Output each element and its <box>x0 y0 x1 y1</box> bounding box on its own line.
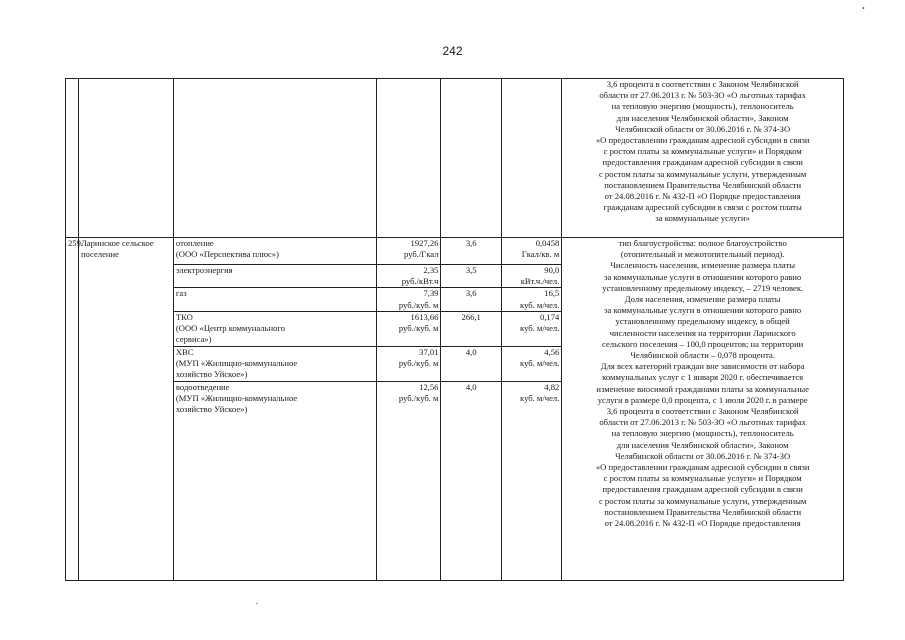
text-line: электроэнергия <box>175 265 233 275</box>
text-line: коммунальных услуг с 1 января 2020 г. обеспечивается <box>602 372 804 383</box>
text-line: гражданам адресной субсидии в связи с ростом платы <box>603 202 802 213</box>
cell-description <box>562 238 844 581</box>
text-line: хозяйство Уйское») <box>175 404 248 415</box>
text-line: кВт.ч./чел. <box>520 276 560 287</box>
text-line: 0,0458 <box>535 238 560 248</box>
text-line: предоставления гражданам адресной субсидии в связи <box>602 157 803 168</box>
continuation-row <box>66 79 844 238</box>
text-line: хозяйство Уйское») <box>175 369 248 380</box>
text-line: отопление <box>175 238 214 248</box>
text-line: с ростом платы за коммунальные услуги, утвержденным <box>598 495 807 506</box>
text-line: 4,82 <box>544 381 560 392</box>
page-number: 242 <box>442 44 463 58</box>
utility-service <box>173 346 376 381</box>
text-line: от 24.08.2016 г. № 432-П «О Порядке предоставления <box>604 518 801 529</box>
cell-norm <box>501 79 561 238</box>
text-line: (ООО «Центр коммунального <box>175 323 285 334</box>
text-line: Для всех категорий граждан вне зависимости от набора <box>600 361 805 372</box>
utility-norm <box>501 265 561 288</box>
text-line: постановлением Правительства Челябинской области <box>604 506 802 517</box>
text-line: Челябинской области от 30.06.2016 г. № 374-ЗО <box>615 123 791 134</box>
text-line: куб. м/чел. <box>520 323 560 334</box>
text-line: услуги в размере 0,0 процента, с 1 июля 2020 г. в размере <box>597 394 808 405</box>
text-line: установленному предельному индексу, в общей <box>615 316 790 327</box>
utility-index: 266,1 <box>441 311 501 346</box>
text-line: установленному предельному индексу, – 2719 человек. <box>602 282 804 293</box>
utility-row <box>66 238 844 265</box>
text-line: 1613,66 <box>410 311 439 322</box>
cell-tariff <box>376 79 441 238</box>
text-line: руб./куб. м <box>398 358 439 369</box>
text-line: 3,6 процента в соответствии с Законом Челябинской <box>606 406 799 417</box>
text-line: 7,39 <box>423 288 439 299</box>
text-line: ХВС <box>175 346 194 357</box>
text-line: 2,35 <box>423 265 439 275</box>
utility-tariff <box>376 346 441 381</box>
text-line: тип благоустройства: полное благоустройство <box>618 238 787 248</box>
text-line: Гкал/кв. м <box>521 249 560 260</box>
text-line: (МУП «Жилищно-коммунальное <box>175 393 298 404</box>
text-line: 0,174 <box>539 311 560 322</box>
text-line: куб. м/чел. <box>520 299 560 310</box>
text-line: от 24.08.2016 г. № 432-П «О Порядке предоставления <box>604 191 801 202</box>
text-line: за коммунальные услуги» <box>655 213 750 224</box>
utility-index: 4,0 <box>441 381 501 580</box>
text-line: руб./кВт.ч <box>401 276 439 287</box>
utility-norm <box>501 238 561 265</box>
utility-service <box>173 265 376 288</box>
text-line: с ростом платы за коммунальные услуги, утвержденным <box>598 168 807 179</box>
utility-index: 3,6 <box>441 238 501 265</box>
text-line: для населения Челябинской области», Законом <box>616 112 789 123</box>
utility-tariff <box>376 381 441 580</box>
text-line: с ростом платы за коммунальные услуги» и Порядком <box>603 473 802 484</box>
text-line: (отопительный и межотопительный период). <box>620 249 785 260</box>
text-line: «О предоставлении гражданам адресной субсидии в связи <box>595 462 810 473</box>
text-line: руб./Гкал <box>404 249 439 260</box>
text-line: 37,01 <box>419 346 439 357</box>
text-line: области от 27.06.2013 г. № 503-ЗО «О льготных тарифах <box>599 90 806 101</box>
corner-mark: • <box>862 4 865 13</box>
utility-tariff <box>376 288 441 311</box>
text-line: изменение вносимой гражданами платы за коммунальные <box>596 383 809 394</box>
text-line: предоставления гражданам адресной субсидии в связи <box>602 484 803 495</box>
text-line: газ <box>175 288 187 299</box>
text-line: Челябинской области от 30.06.2016 г. № 374-ЗО <box>615 450 791 461</box>
utility-service <box>173 288 376 311</box>
text-line: (ООО «Перспектива плюс») <box>175 249 279 260</box>
text-line: для населения Челябинской области», Законом <box>616 439 789 450</box>
text-line: 12,56 <box>419 381 439 392</box>
text-line: куб. м/чел. <box>520 393 560 404</box>
text-line: постановлением Правительства Челябинской области <box>604 179 802 190</box>
utility-norm <box>501 381 561 580</box>
text-line: 1927,26 <box>410 238 439 248</box>
text-line: руб./куб. м <box>398 299 439 310</box>
cell-description <box>562 79 844 238</box>
text-line: численности населения на территории Ларинского <box>609 327 796 338</box>
utility-index: 3,6 <box>441 288 501 311</box>
tariff-table <box>65 78 844 581</box>
utility-tariff <box>376 238 441 265</box>
text-line: водоотведение <box>175 381 230 392</box>
utility-tariff <box>376 265 441 288</box>
text-line: Ларинское сельское <box>80 238 154 248</box>
cell-utility <box>173 79 376 238</box>
utility-norm <box>501 346 561 381</box>
text-line: руб./куб. м <box>398 393 439 404</box>
text-line: куб. м/чел. <box>520 358 560 369</box>
row-number: 259. <box>66 238 79 581</box>
text-line: (МУП «Жилищно-коммунальное <box>175 358 298 369</box>
utility-tariff <box>376 311 441 346</box>
text-line: 3,6 процента в соответствии с Законом Челябинской <box>606 79 799 89</box>
text-line: сервиса») <box>175 334 212 345</box>
text-line: на тепловую энергию (мощность), теплоноситель <box>611 101 794 112</box>
text-line: поселение <box>80 249 119 260</box>
text-line: на тепловую энергию (мощность), теплоноситель <box>611 428 794 439</box>
cell-num <box>66 79 79 238</box>
text-line: руб./куб. м <box>398 323 439 334</box>
text-line: за коммунальные услуги в отношении которого равно <box>604 305 802 316</box>
settlement-name <box>78 238 173 581</box>
text-line: за коммунальные услуги в отношении которого равно <box>604 271 802 282</box>
utility-service <box>173 238 376 265</box>
utility-index: 3,5 <box>441 265 501 288</box>
cell-index <box>441 79 501 238</box>
text-line: ТКО <box>175 311 193 322</box>
cell-settlement <box>78 79 173 238</box>
text-line: Челябинской области – 0,078 процента. <box>630 350 775 361</box>
utility-index: 4,0 <box>441 346 501 381</box>
utility-norm <box>501 311 561 346</box>
utility-service <box>173 381 376 580</box>
text-line: 90,0 <box>544 265 560 275</box>
text-line: «О предоставлении гражданам адресной субсидии в связи <box>595 135 810 146</box>
text-line: Доля населения, изменение размера платы <box>624 294 781 305</box>
text-line: 4,56 <box>544 346 560 357</box>
text-line: сельского поселения – 100,0 процентов; на территории <box>602 338 804 349</box>
text-line: 16,5 <box>544 288 560 299</box>
text-line: с ростом платы за коммунальные услуги» и Порядком <box>603 146 802 157</box>
text-line: области от 27.06.2013 г. № 503-ЗО «О льготных тарифах <box>599 417 806 428</box>
utility-norm <box>501 288 561 311</box>
scan-speck <box>256 603 258 604</box>
utility-service <box>173 311 376 346</box>
text-line: Численность населения, изменение размера платы <box>610 260 796 271</box>
